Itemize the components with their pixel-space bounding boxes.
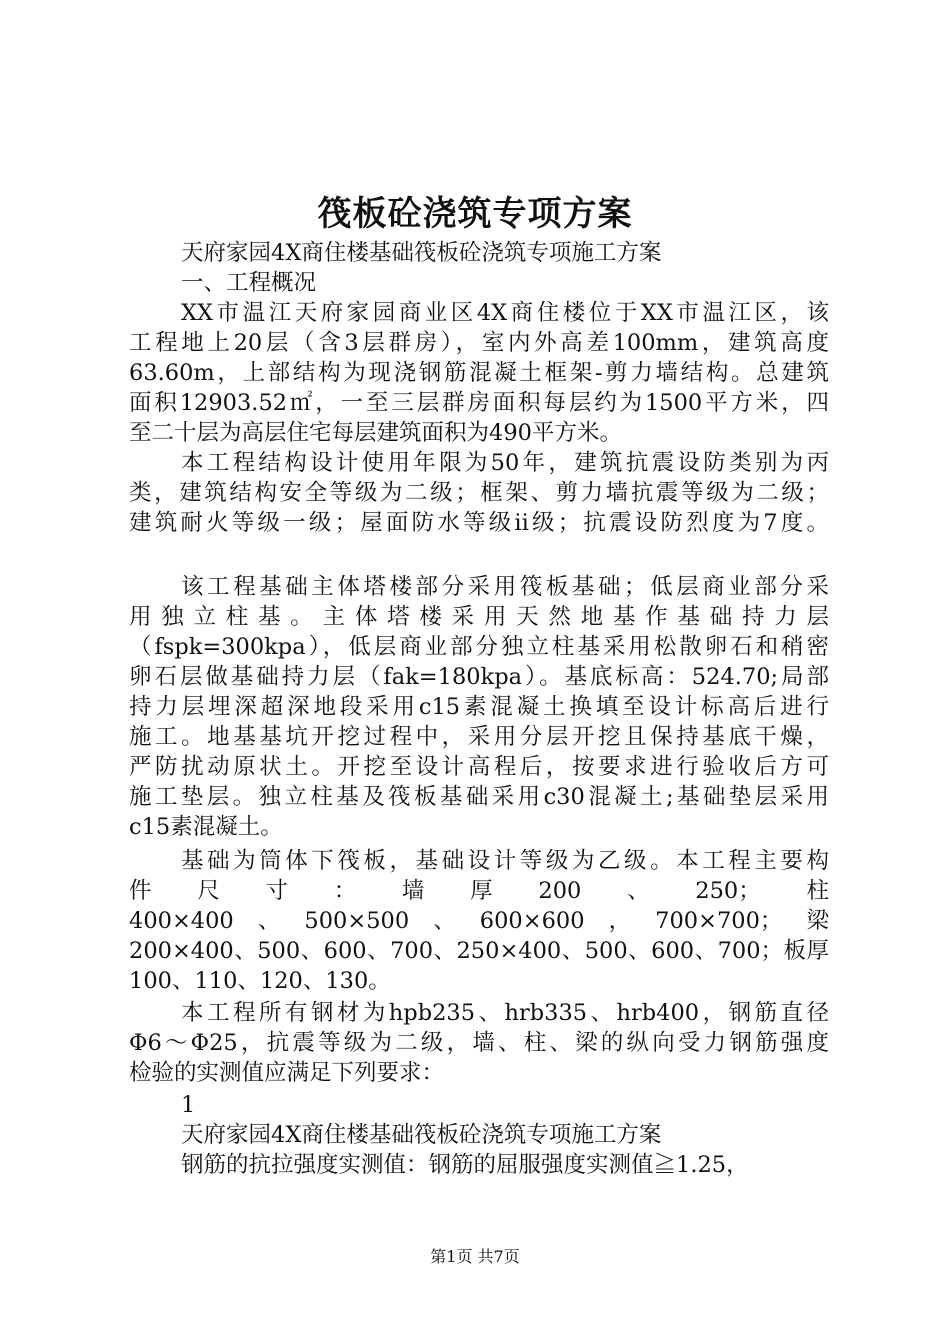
- body-line: 施工。地基基坑开挖过程中，采用分层开挖且保持基底干燥，: [129, 724, 829, 750]
- body-line: 检验的实测值应满足下列要求：: [129, 1060, 445, 1086]
- body-line: 该工程基础主体塔楼部分采用筏板基础；低层商业部分采: [181, 574, 829, 600]
- repeated-heading: 天府家园4X商住楼基础筏板砼浇筑专项施工方案: [181, 1122, 662, 1148]
- body-line: 63.60m，上部结构为现浇钢筋混凝土框架-剪力墙结构。总建筑: [129, 360, 829, 386]
- body-line: 面积12903.52㎡，一至三层群房面积每层约为1500平方米，四: [129, 390, 829, 416]
- body-line: 本工程所有钢材为hpb235、hrb335、hrb400，钢筋直径: [181, 1000, 829, 1026]
- body-line: 类，建筑结构安全等级为二级；框架、剪力墙抗震等级为二级；: [129, 480, 829, 506]
- body-line: 持力层埋深超深地段采用c15素混凝土换填至设计标高后进行: [129, 694, 829, 720]
- inline-page-number: 1: [181, 1092, 196, 1118]
- body-line: 200×400、500、600、700、250×400、500、600、700；板厚: [129, 938, 829, 964]
- document-title: 筏板砼浇筑专项方案: [317, 194, 633, 234]
- body-line: c15素混凝土。: [129, 814, 283, 840]
- body-line: 400×400、500×500、600×600，700×700；梁: [129, 908, 829, 934]
- body-line: 件尺寸：墙厚200、250；柱: [129, 878, 829, 904]
- body-line: 严防扰动原状土。开挖至设计高程后，按要求进行验收后方可: [129, 754, 829, 780]
- body-line: 卵石层做基础持力层（fak=180kpa）。基底标高：524.70;局部: [129, 664, 829, 690]
- body-line: 基础为筒体下筏板，基础设计等级为乙级。本工程主要构: [181, 848, 829, 874]
- section-heading: 一、工程概况: [181, 270, 317, 296]
- page-footer: 第1页 共7页: [430, 1247, 520, 1266]
- body-line: 100、110、120、130。: [129, 968, 391, 994]
- body-line: 至二十层为高层住宅每层建筑面积为490平方米。: [129, 420, 622, 446]
- body-line: 施工垫层。独立柱基及筏板基础采用c30混凝土;基础垫层采用: [129, 784, 829, 810]
- body-line: 本工程结构设计使用年限为50年，建筑抗震设防类别为丙: [181, 450, 829, 476]
- body-line: XX市温江天府家园商业区4X商住楼位于XX市温江区，该: [181, 300, 829, 326]
- body-line: Φ6～Φ25，抗震等级为二级，墙、柱、梁的纵向受力钢筋强度: [129, 1030, 829, 1056]
- subtitle-line: 天府家园4X商住楼基础筏板砼浇筑专项施工方案: [181, 240, 662, 266]
- body-line: 工程地上20层（含3层群房），室内外高差100mm，建筑高度: [129, 330, 829, 356]
- body-line: 钢筋的抗拉强度实测值：钢筋的屈服强度实测值≧1.25，: [181, 1152, 749, 1178]
- body-line: （fspk=300kpa），低层商业部分独立柱基采用松散卵石和稍密: [129, 634, 829, 660]
- body-line: 用独立柱基。主体塔楼采用天然地基作基础持力层: [129, 604, 829, 630]
- body-line: 建筑耐火等级一级；屋面防水等级ii级；抗震设防烈度为7度。: [129, 510, 829, 536]
